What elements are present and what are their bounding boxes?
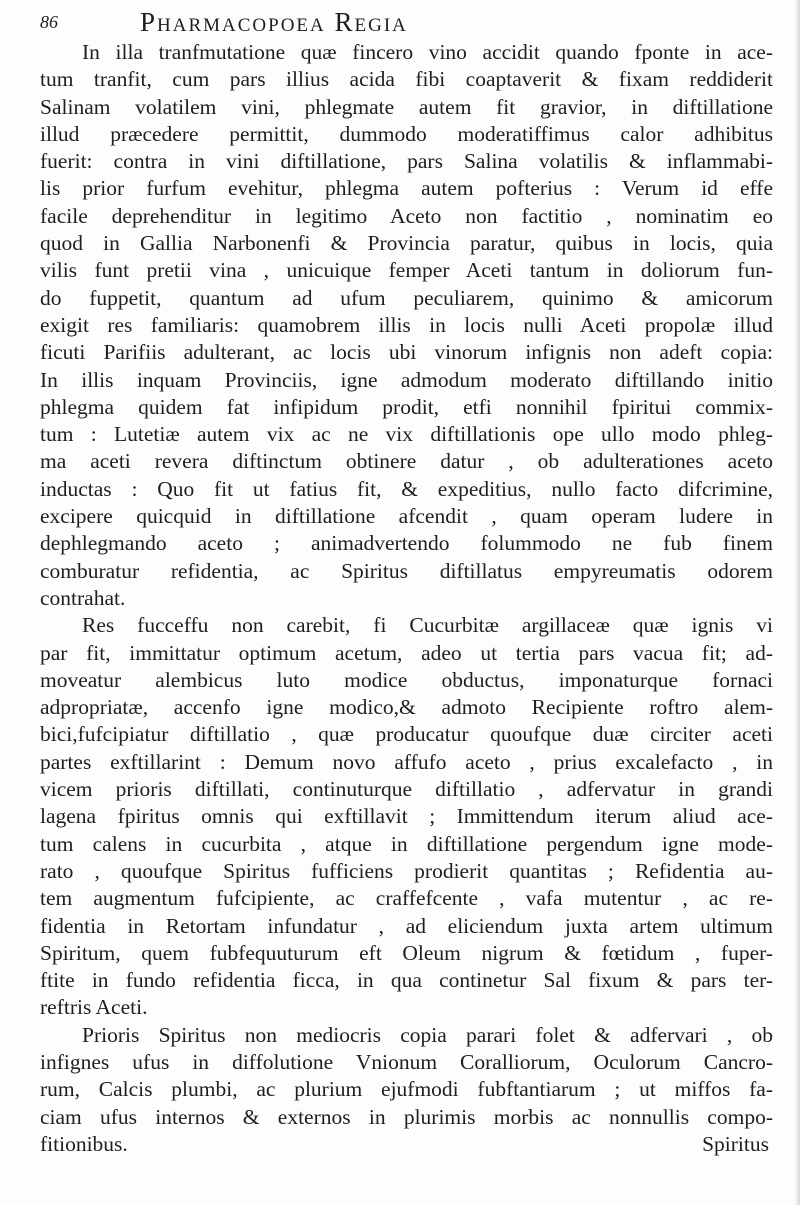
page-edge <box>794 0 800 1205</box>
text-line: quod in Gallia Narbonenfi & Provincia paratur, quibus in locis, quia <box>40 231 773 256</box>
text-line: tem augmentum fufcipiente, ac craffefcente , vafa mutentur , ac re- <box>40 886 773 911</box>
text-line: excipere quicquid in diftillatione afcendit , quam operam ludere in <box>40 504 773 529</box>
text-line: reftris Aceti. <box>40 995 148 1020</box>
text-line: tum tranfit, cum pars illius acida fibi coaptaverit & fixam reddiderit <box>40 67 773 92</box>
body-text <box>40 39 773 1158</box>
text-line: lis prior furfum evehitur, phlegma autem pofterius : Verum id effe <box>40 176 773 201</box>
text-line: tum calens in cucurbita , atque in diftillatione pergendum igne mode- <box>40 831 773 856</box>
text-line: par fit, immittatur optimum acetum, adeo ut tertia pars vacua fit; ad- <box>40 640 773 665</box>
text-line: ma aceti revera diftinctum obtinere datur , ob adulterationes aceto <box>40 449 773 474</box>
text-line: facile deprehenditur in legitimo Aceto non factitio , nominatim eo <box>40 203 773 228</box>
text-line: Res fucceffu non carebit, fi Cucurbitæ argillaceæ quæ ignis vi <box>82 613 773 638</box>
text-line: exigit res familiaris: quamobrem illis in locis nulli Aceti propolæ illud <box>40 312 773 337</box>
final-line-row <box>40 1131 773 1158</box>
text-line: rato , quoufque Spiritus fufficiens prodierit quantitas ; Refidentia au- <box>40 858 773 883</box>
text-line: illud præcedere permittit, dummodo moderatiffimus calor adhibitus <box>40 121 773 146</box>
text-line: tum : Lutetiæ autem vix ac ne vix diftillationis ope ullo modo phleg- <box>40 422 773 447</box>
text-line: do fuppetit, quantum ad ufum peculiarem, quinimo & amicorum <box>40 285 773 310</box>
text-line: moveatur alembicus luto modice obductus, imponaturque fornaci <box>40 667 773 692</box>
text-line: Prioris Spiritus non mediocris copia parari folet & adfervari , ob <box>82 1022 773 1047</box>
text-line: Salinam volatilem vini, phlegmate autem fit gravior, in diftillatione <box>40 94 773 119</box>
text-line: In illa tranfmutatione quæ fincero vino accidit quando fponte in ace- <box>82 40 773 64</box>
catchword: Spiritus <box>702 1131 769 1156</box>
text-line: ficuti Parifiis adulterant, ac locis ubi vinorum infignis non adeft copia: <box>40 340 773 365</box>
text-line: vilis funt pretii vina , unicuique femper Aceti tantum in doliorum fun- <box>40 258 773 283</box>
text-line: comburatur refidentia, ac Spiritus diftillatus empyreumatis odorem <box>40 558 773 583</box>
text-line: Spiritum, quem fubfequuturum eft Oleum nigrum & fœtidum , fuper- <box>40 940 773 965</box>
text-line: dephlegmando aceto ; animadvertendo folummodo ne fub finem <box>40 531 773 556</box>
text-line: fidentia in Retortam infundatur , ad eliciendum juxta artem ultimum <box>40 913 773 938</box>
text-line: inductas : Quo fit ut fatius fit, & expeditius, nullo facto difcrimine, <box>40 476 773 501</box>
text-line: fuerit: contra in vini diftillatione, pars Salina volatilis & inflammabi- <box>40 149 773 174</box>
text-line: lagena fpiritus omnis qui exftillavit ; Immittendum iterum aliud ace- <box>40 804 773 829</box>
text-line: ciam ufus internos & externos in plurimis morbis ac nonnullis compo- <box>40 1104 773 1129</box>
text-line: contrahat. <box>40 585 126 610</box>
text-line: vicem prioris diftillati, continuturque diftillatio , adfervatur in grandi <box>40 777 773 802</box>
text-line: infignes ufus in diffolutione Vnionum Coralliorum, Oculorum Cancro- <box>40 1049 773 1074</box>
running-head: Pharmacopoea Regia <box>140 7 408 37</box>
text-line: rum, Calcis plumbi, ac plurium ejufmodi fubftantiarum ; ut miffos fa- <box>40 1077 773 1102</box>
text-line: In illis inquam Provinciis, igne admodum moderato diftillando initio <box>40 367 773 392</box>
text-line: adpropriatæ, accenfo igne modico,& admoto Recipiente roftro alem- <box>40 695 773 720</box>
page-header <box>40 0 770 36</box>
text-line: partes exftillarint : Demum novo affufo aceto , prius excalefacto , in <box>40 749 773 774</box>
text-line: bici,fufcipiatur diftillatio , quæ producatur quoufque duæ circiter aceti <box>40 722 773 747</box>
text-line: ftite in fundo refidentia ficca, in qua continetur Sal fixum & pars ter- <box>40 968 773 993</box>
page-number: 86 <box>40 12 58 32</box>
final-line: fitionibus. <box>40 1131 128 1156</box>
text-line: phlegma quidem fat infipidum prodit, etfi nonnihil fpiritui commix- <box>40 394 773 419</box>
